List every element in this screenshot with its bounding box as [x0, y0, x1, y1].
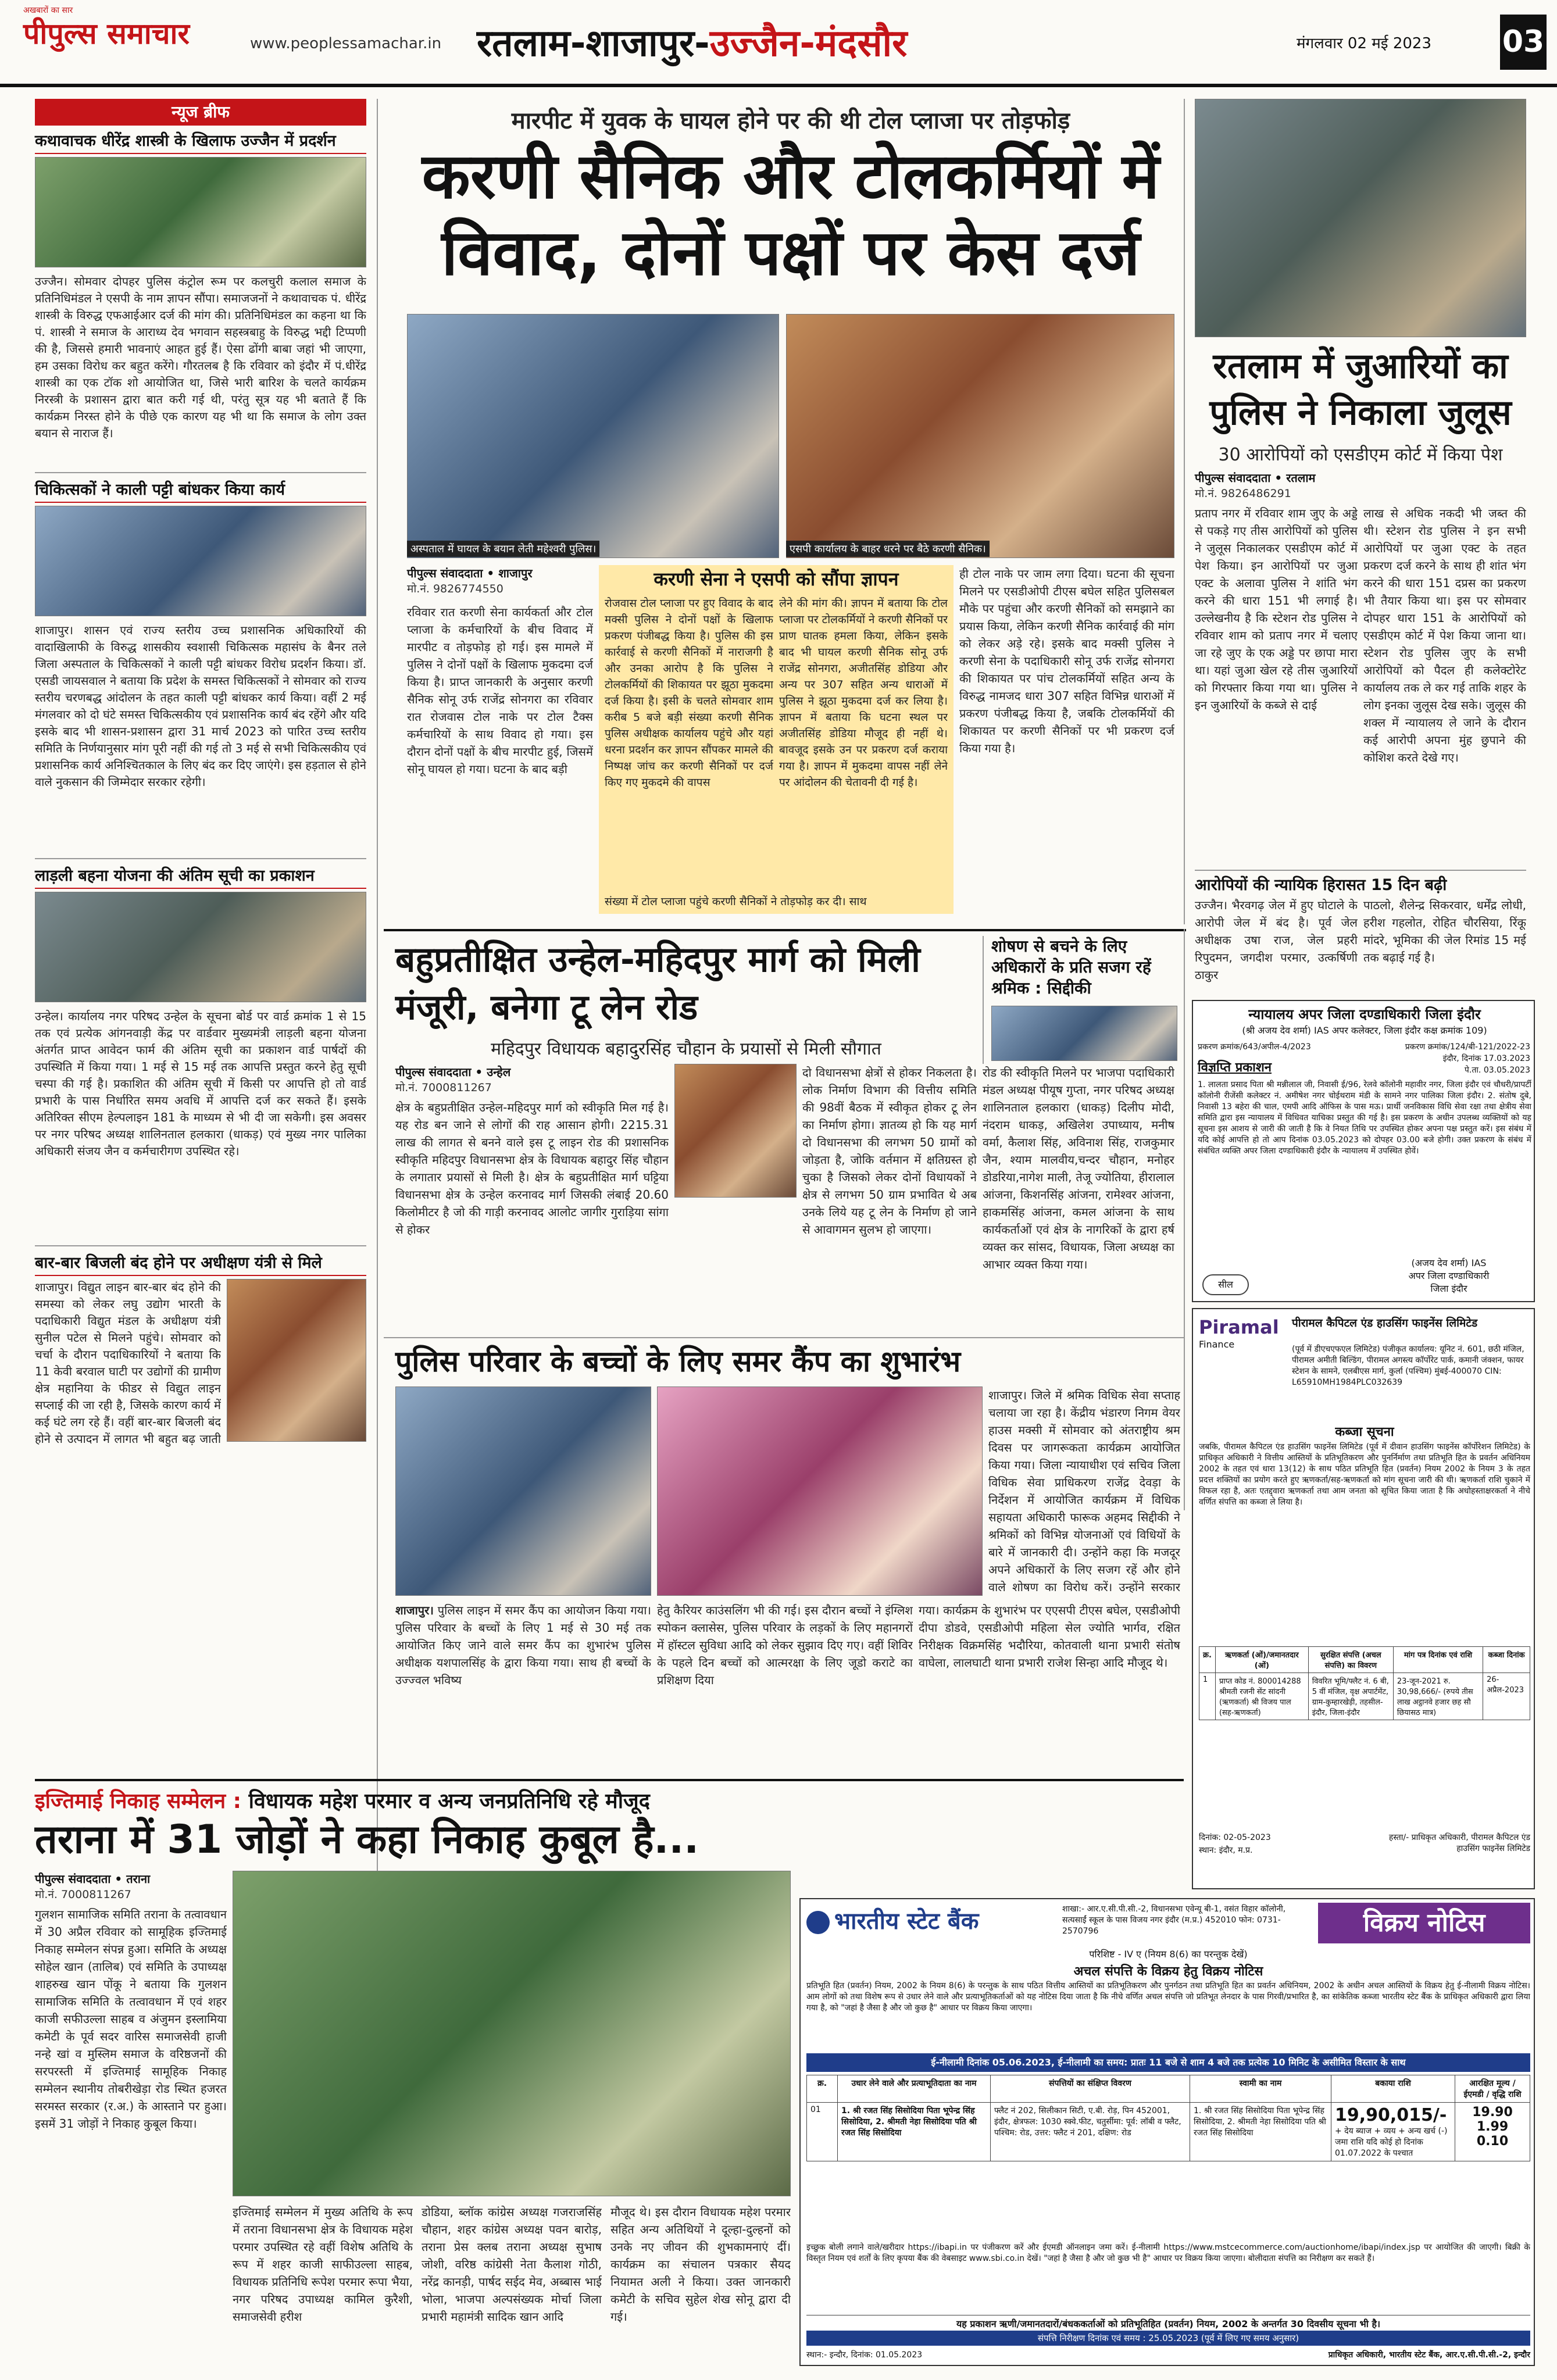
sbi-table — [806, 2075, 1530, 2161]
th-property: सुरक्षित संपत्ति (अचल संपत्ति) का विवरण — [1308, 1647, 1393, 1673]
nikah-body-4: मौजूद थे। इस दौरान विधायक महेश परमार सहित अन्य अतिथियों ने दूल्हा-दुल्हनों को उनके नए जीवन की शुभकामनाएं दीं। कार्यक्रम का संचालन पत्रकार सैयद नियामत अली ने किया। उक्त जानकारी कमेटी के सचिव सुहेल शेख सोनू द्वारा दी गई। — [610, 2205, 791, 2324]
signatory-office: जिला इंदौर — [1430, 1283, 1467, 1294]
road-body-3: रोड की स्वीकृति मिलने पर भाजपा पदाधिकारी मंडल अध्यक्ष पीयूष गुप्ता, नगर परिषद अध्यक्ष शालिनताल हलकारा (धाकड़) दिलीप मोदी, नंदराम धाकड़, अखिलेश उपाध्याय, मनीष वर्मा, कैलाश सिंह, अविनाश सिंह, राजकुमार जैन, श्याम मालवीय,चन्दर चौहान, मनोहर डोडरिया,नागेश माली, तेजू ज्योतिया, हीरालाल आंजना, किशनसिंह आंजना, रामेश्वर आंजना, हाकमसिंह आंजना, कमल आंजना के साथ कार्यकर्ताओं एवं क्षेत्र के नागरिकों के द्वारा हर्ष व्यक्त कर सांसद, विधायक, जिला अध्यक्ष का आभार व्यक्त किया गया। — [983, 1066, 1174, 1271]
brief-3-photo — [35, 892, 366, 1002]
lead-caption-1: अस्पताल में घायल के बयान लेती महेश्वरी पुलिस। — [407, 541, 599, 557]
sbi-bank-name — [806, 1904, 1056, 1936]
piramal-date: दिनांक: 02-05-2023 — [1199, 1833, 1271, 1842]
road-headline: बहुप्रतीक्षित उन्हेल-महिदपुर मार्ग को मिली मंजूरी, बनेगा टू लेन रोड — [395, 939, 920, 1028]
th-borrower: उधार लेने वाले और प्रत्याभूतिदाता का नाम — [838, 2075, 991, 2103]
police-photo-1 — [395, 1386, 651, 1596]
lead-inset-box — [599, 565, 954, 914]
piramal-signatory: हस्ता/- प्राधिकृत अधिकारी, पीरामल कैपिटल एंड हाउसिंग फाइनेंस लिमिटेड — [1388, 1833, 1530, 1853]
byline-reporter: पीपुल्स संवाददाता — [407, 566, 483, 580]
column-rule — [1184, 929, 1185, 1510]
nikah-byline: पीपुल्स संवाददाता • तराना मो.नं. 7000811267 — [35, 1871, 227, 1902]
road-body-1: क्षेत्र के बहुप्रतीक्षित उन्हेल-महिदपुर मार्ग को स्वीकृति मिल गई है। यह रोड बन जाने से लोगों की राह आसान होगी। 2215.31 लाख की लागत से बनने वाले इस टू लाइन रोड की प्रशासनिक स्वीकृति महिदपुर विधानसभा क्षेत्र के विधायक बहादुर सिंह चौहान के लगातार प्रयासों से मिली है। क्षेत्र के बहुप्रतीक्षित मार्ग घट्टिया विधानसभा क्षेत्र के उन्हेल करनावद मार्ग जिसकी लंबाई 20.60 किलोमीटर है जो की गाड़ी करनावद आलोट जागीर गुराड़िया सांगा से होकर — [395, 1100, 669, 1237]
section-title — [477, 16, 907, 67]
lead-body-1: रविवार रात करणी सेना कार्यकर्ता और टोल प्लाजा के कर्मचारियों के बीच विवाद में मारपीट व तोड़फोड़ हो गई। इस मामले में पुलिस ने दोनों पक्षों के खिलाफ मुकदमा दर्ज किया है। प्राप्त जानकारी के अनुसार करणी सैनिक सोनू उर्फ राजेंद्र सोनगरा का रविवार रात रोजवास टोल नाके पर टोल टैक्स कर्मचारियों के साथ विवाद हो गया। इस दौरान दोनों पक्षों के बीच मारपीट हुई, जिसमें सोनू घायल हो गया। घटना के बाद बड़ी — [407, 605, 593, 776]
th-owner: स्वामी का नाम — [1190, 2075, 1331, 2103]
brief-1-body: उज्जैन। सोमवार दोपहर पुलिस कंट्रोल रूम पर कलचुरी कलाल समाज के प्रतिनिधिमंडल ने एसपी के नाम ज्ञापन सौंपा। समाजजनों ने कथावाचक पं. धीरेंद्र शास्त्री के विरुद्ध एफआईआर दर्ज की मांग की। प्रतिनिधिमंडल का कहना था कि पं. शास्त्री ने समाज के आराध्य देव भगवान सहस्त्रबाहु के विरुद्ध भद्दी टिप्पणी की है, जिससे हमारी भावनाएं आहत हुई हैं। ऐसा ढोंगी बाबा जहां भी जाएगा, हम उसका विरोध कर बहुत करेंगे। गौरतलब है कि रविवार को इंदौर में पं.धीरेंद्र शास्त्री का एक टॉक शो आयोजित था, जिसे भारी बारिश के चलते कार्यक्रम निरस्त्री के प्रशासन द्वारा बात करी गई थी, परंतु सूत्र यह भी बताते हैं कि कार्यक्रम निरस्त होने के पीछे एक कारण यह भी था कि समाज के लोग उक्त बयान से नाराज हैं। — [35, 274, 366, 440]
brief-1-photo — [35, 157, 366, 267]
ratlam-sub2-body-1: उज्जैन। भैरवगढ़ जेल में हुए घोटाले के आरोपी जेल में बंद है। पूर्व जेल अधीक्षक उषा राज, जेल प्रहरी रिपुदमन, जगदीश परमार, उत्कर्षिणी ठाकुर — [1195, 898, 1358, 982]
sbi-bank-name-text: भारतीय स्टेट बैंक — [834, 1908, 979, 1935]
brief-2-body: शाजापुर। शासन एवं राज्य स्तरीय उच्च प्रशासनिक अधिकारियों की वादाखिलाफी के विरुद्ध शासकीय स्वशासी चिकित्सक महासंघ के बैनर तले जिला अस्पताल के चिकित्सकों ने काली पट्टी बांधकर विरोध प्रदर्शन किया। डॉ. एसडी जायसवाल ने बताया कि प्रदेश के समस्त चिकित्सकों ने सोमवार को राज्य स्तरीय चरणबद्ध आंदोलन के तहत काली पट्टी बांधकर कार्य किया। वहीं 2 मई मंगलवार को दो घंटे समस्त चिकित्सकीय एवं प्रशासनिक कार्य बंद रहेंगे और यदि इसके बाद भी शासन-प्रशासन द्वारा 31 मार्च 2023 को पारित उच्च स्तरीय समिति के निर्णयानुसार मांग पूरी नहीं की गई तो 3 मई से सभी चिकित्सकीय एवं प्रशासनिक कार्य अनिश्चितकाल के लिए बंद कर दिए जाएंगे। इस हड़ताल से होने वाले नुकसान की जिम्मेदार सरकार रहेगी। — [35, 623, 366, 789]
brief-3-headline: लाड़ली बहना योजना की अंतिम सूची का प्रकाशन — [35, 864, 366, 889]
inset-body-1: रोजवास टोल प्लाजा पर हुए विवाद के बाद मक्सी पुलिस ने दोनों पक्षों के खिलाफ प्रकरण पंजीबद्ध किया है। पुलिस की इस कार्रवाई से करणी सैनिकों में नाराजगी है और उनका आरोप है कि पुलिस ने टोलकर्मियों की शिकायत पर झूठा मुकदमा दर्ज किया है। इसी के चलते सोमवार शाम करीब 5 बजे बड़ी संख्या करणी सैनिक पुलिस अधीक्षक कार्यालय पहुंचे और यहां धरना प्रदर्शन कर ज्ञापन सौंपकर मामले की निष्पक्ष जांच कर करणी सैनिकों पर दर्ज किए गए मुकदमे की वापस — [605, 597, 773, 789]
hearing-date: पे.ता. 03.05.2023 — [1464, 1066, 1530, 1075]
road-subheadline: महिदपुर विधायक बहादुरसिंह चौहान के प्रयासों से मिली सौगात — [491, 1039, 881, 1059]
piramal-notice-title: कब्जा सूचना — [1335, 1425, 1394, 1439]
signatory-title: अपर जिला दण्डाधिकारी — [1408, 1270, 1490, 1281]
cell-sr: 1 — [1199, 1673, 1216, 1720]
police-body-3: गया। कार्यक्रम के शुभारंभ पर एएसपी टीएस बघेल, एसडीओपी दीपा डोडवे, एसडीओपी महिला सेल ज्योति भार्गव, रक्षित निरीक्षक विक्रमसिंह भदौरिया, कोतवाली थाना प्रभारी संतोष वाघेला, लालघाटी थाना प्रभारी राजेश सिन्हा आदि मौजूद थे। — [919, 1603, 1180, 1670]
divider — [35, 858, 366, 859]
inset-body-2: लेने की मांग की। ज्ञापन में बताया कि टोल प्लाजा पर टोलकर्मियों ने करणी सैनिकों पर प्राण घातक हमला किया, लेकिन इसके बाद भी घायल करणी सैनिक सोनू उर्फ राजेंद्र सोनगरा, अजीतसिंह डोडिया और अन्य पर 307 सहित अन्य धाराओं में पुलिस ने झूठा मुकदमा दर्ज कर लिया है। ज्ञापन में बताया कि घटना स्थल पर अजीतसिंह डोडिया मौजूद ही नहीं थे। बावजूद इसके उन पर प्रकरण दर्ज कराया गया है। ज्ञापन में मुकदमा वापस नहीं लेने पर आंदोलन की चेतावनी दी गई है। — [779, 597, 948, 789]
brief-1-headline: कथावाचक धीरेंद्र शास्त्री के खिलाफ उज्जैन में प्रदर्शन — [35, 129, 366, 154]
nikah-photo — [233, 1871, 791, 2196]
case-number-1: प्रकरण क्रमांक/643/अपील-4/2023 — [1198, 1042, 1311, 1052]
sbi-logo-icon — [806, 1911, 830, 1934]
column-rule — [1184, 99, 1185, 924]
ratlam-subheadline: 30 आरोपियों को एसडीएम कोर्ट में किया पेश — [1218, 445, 1503, 465]
brief-3-body: उन्हेल। कार्यालय नगर परिषद उन्हेल के सूचना बोर्ड पर वार्ड क्रमांक 1 से 15 तक एवं प्रत्येक आंगनवाड़ी केंद्र पर वार्डवार मुख्यमंत्री लाड़ली बहना योजना अंतर्गत प्राप्त आवेदन फार्म की अंतिम सूची का प्रकाशन वार्ड पार्षदों की उपस्थिति में किया गया। 1 मई से 15 मई तक आपत्ति प्रस्तुत करने हेतु सूची चस्पा की गई है। प्रकाशित की अंतिम सूची में किसी पर आपत्ति हो तो वार्ड प्रभारी के पास निर्धारित समय अवधि में आपत्ति दर्ज कर सकते हैं। इसके अतिरिक्त सीएम हेल्पलाइन 181 के माध्यम से भी दी जा सकेगी। इस अवसर पर नगर परिषद अध्यक्ष शालिनताल हलकारा (धाकड़) एवं मुख्य नगर पालिका अधिकारी संजय जैन व कर्मचारीगण उपस्थित रहे। — [35, 1009, 366, 1158]
cell-borrower: 1. श्री रजत सिंह सिसोदिया पिता भूपेन्द्र सिंह सिसोदिया, 2. श्रीमती नेहा सिसोदिया पति श्री रजत सिंह सिसोदिया — [838, 2103, 991, 2161]
piramal-notice-body: जबकि, पीरामल कैपिटल एंड हाउसिंग फाइनेंस लिमिटेड (पूर्व में दीवान हाउसिंग फाइनेंस कॉर्पोरेशन लिमिटेड) के प्राधिकृत अधिकारी ने वित्तीय आस्तियों के प्रतिभूतिकरण और पुनर्निर्माण तथा प्रतिभूति हित के प्रवर्तन अधिनियम 2002 के तहत एवं धारा 13(12) के साथ पठित प्रतिभूति हित (प्रवर्तन) नियम 2002 के नियम 3 के तहत प्रदत्त शक्तियों का प्रयोग करते हुए ऋणकर्ता/सह-ऋणकर्ता को मांग सूचना जारी की थी। ऋणकर्ता राशि चुकाने में विफल रहा है, अतः एतद्द्वारा ऋणकर्ता तथा आम जनता को सूचित किया जाता है कि अधोहस्ताक्षरकर्ता ने नीचे वर्णित संपत्ति का कब्जा ले लिया है। — [1199, 1442, 1530, 1507]
police-body-2: हेतु कैरियर काउंसलिंग भी की गई। इस दौरान बच्चों ने इंग्लिश स्पोकन क्लासेस, पुलिस परिवार के लड़कों के लिए महानगरों में हॉस्टल सुविधा आदि को लेकर सुझाव दिए गए। वहीं शिविर के पहले दिन बच्चों को आत्मरक्षा के लिए जूडो कराटे का प्रशिक्षण दिया — [657, 1603, 913, 1687]
th-due: बकाया राशि — [1331, 2075, 1455, 2103]
sbi-branch: शाखा:- आर.ए.सी.पी.सी.-2, विधानसभा एवेन्यू बी-1, वसंत विहार कॉलोनी, सत्यसाईं स्कूल के पास विजय नगर इंदौर (म.प्र.) 452010 फोन: 0731-2570796 — [1062, 1904, 1286, 1936]
th-demand: मांग पत्र दिनांक एवं राशि — [1393, 1647, 1483, 1673]
brief-4-photo — [227, 1279, 366, 1442]
worker-body: शाजापुर। जिले में श्रमिक विधिक सेवा सप्ताह चलाया जा रहा है। केंद्रीय भंडारण निगम वेयर हाउस मक्सी में सोमवार को अंतराष्ट्रीय श्रम दिवस पर जागरूकता कार्यक्रम आयोजित किया गया। जिला न्यायाधीश एवं सचिव जिला विधिक सेवा प्राधिकरण राजेंद्र देवड़ा के निर्देशन में आयोजित कार्यक्रम में विधिक सहायता अधिकारी फारूक अहमद सिद्दीकी ने श्रमिकों को विभिन्न योजनाओं एवं विधियों के बारे में जानकारी दी। उन्होंने कहा कि मजदूर अपने अधिकारों के लिए सजग रहें और होने वाले शोषण का विरोध करें। उन्होंने सरकार — [988, 1388, 1180, 1594]
cell-owner: 1. श्री रजत सिंह सिसोदिया पिता भूपेन्द्र सिंह सिसोदिया, 2. श्रीमती नेहा सिसोदिया पति श्री रजत सिंह सिसोदिया — [1190, 2103, 1331, 2161]
notice-title: विज्ञप्ति प्रकाशन — [1198, 1060, 1272, 1075]
cell-possession: 26-अप्रैल-2023 — [1483, 1673, 1530, 1720]
brief-4-headline: बार-बार बिजली बंद होने पर अधीक्षण यंत्री से मिले — [35, 1251, 366, 1276]
cell-borrower: प्राप्त कोड नं. 800014288 श्रीमती रजनी सेंट सांदनी (ऋणकर्ता) श्री विजय पाल (सह-ऋणकर्ता) — [1215, 1673, 1308, 1720]
th-possession: कब्जा दिनांक — [1483, 1647, 1530, 1673]
nikah-kicker — [35, 1786, 1184, 1814]
tagline: अखबारों का सार — [23, 6, 73, 15]
police-body-1 — [395, 1602, 651, 1770]
column-rule — [377, 99, 378, 2064]
site-url[interactable]: www.peoplessamachar.in — [250, 35, 442, 52]
due-amount: 19,90,015/- — [1335, 2105, 1447, 2125]
th-sr: क्र. — [807, 2075, 838, 2103]
byline-place: रतलाम — [1286, 471, 1316, 485]
court-subtitle: (श्री अजय देव शर्मा) IAS अपर कलेक्टर, जिला इंदौर कक्ष क्रमांक 109) — [1242, 1025, 1487, 1036]
brief-2-photo — [35, 506, 366, 616]
nikah-headline: तराना में 31 जोड़ों ने कहा निकाह कुबूल है... — [35, 1817, 699, 1863]
byline-mobile: मो.नं. 9826774550 — [407, 583, 503, 595]
signatory-name: (अजय देव शर्मा) IAS — [1411, 1257, 1487, 1268]
ratlam-sub2-body-2: पाठलो, शैलेन्द्र सिकरवार, धर्मेंद्र लोधी, हरीश गहलोत, रोहित चौरसिया, रिंकू मांदरे, भूमिका की जेल रिमांड 15 मई तक बढ़ाई गई है। — [1363, 898, 1526, 964]
divider — [35, 1245, 366, 1246]
police-headline: पुलिस परिवार के बच्चों के लिए समर कैंप का शुभारंभ — [395, 1345, 961, 1378]
brief-4-body: शाजापुर। विद्युत लाइन बार-बार बंद होने की समस्या को लेकर लघु उद्योग भारती के पदाधिकारी विद्युत मंडल के अधीक्षण यंत्री सुनील पटेल से मिलने पहुंचे। सोमवार को चर्चा के दौरान पदाधिकारियों ने बताया कि 11 केवी बरवाल घाटी पर उद्योगों की ग्रामीण क्षेत्र महानिया के फीडर से विद्युत लाइन सप्लाई की जा रही है, जिसके कारण कार्य में कई घंटे लग रहे हैं। वहीं बार-बार बिजली बंद होने से उत्पादन में लागत भी बहुत बढ़ जाती — [35, 1280, 221, 1446]
due-note: + देय ब्याज + व्यय + अन्य खर्च (-) जमा राशि यदि कोई हो दिनांक 01.07.2022 के पश्चात — [1335, 2127, 1448, 2158]
worker-photo — [991, 1006, 1177, 1061]
ratlam-body-1: प्रताप नगर में रविवार शाम जुए के अड्डे से पकड़े गए तीस आरोपियों को पुलिस ने जुलूस निकालकर एसडीएम कोर्ट में पेश किया। इन आरोपियों पर जुआ एक्ट के अलावा पुलिस ने शांति भंग करने की धारा 151 भी लगाई है। उल्लेखनीय है कि स्टेशन रोड पुलिस ने रविवार शाम को प्रताप नगर में चलाए जा रहे जुए के एक अड्डे पर छापा मारा था। यहां जुआ खेल रहे तीस जुआरियों को गिरफ्तार किया गया था। पुलिस ने इन जुआरियों के कब्जे से दाई — [1195, 506, 1358, 712]
byline-reporter: पीपुल्स संवाददाता — [1195, 471, 1271, 485]
nikah-body-2: इज्तिमाई सम्मेलन में मुख्य अतिथि के रूप में तराना विधानसभा क्षेत्र के विधायक महेश परमार उपस्थित रहे वहीं विशेष अतिथि के रूप में शहर काजी साफीउल्ला साहब, विधायक प्रतिनिधि रूपेश परमार रूपा भैया, नगर परिषद उपाध्यक्ष कामिल कुरैशी, समाजसेवी हरीश — [233, 2205, 413, 2324]
piramal-logo — [1199, 1316, 1286, 1363]
lead-kicker: मारपीट में युवक के घायल होने पर की थी टोल प्लाजा पर तोड़फोड़ — [511, 108, 1070, 134]
seal-badge: सील — [1202, 1274, 1249, 1295]
road-mla-portrait — [674, 1064, 797, 1198]
byline-mobile: मो.नं. 7000811267 — [35, 1888, 131, 1901]
sbi-intro: प्रतिभूति हित (प्रवर्तन) नियम, 2002 के नियम 8(6) के परन्तुक के साथ पठित वित्तीय आस्तियों का प्रतिभूतिकरण और पुनर्गठन तथा प्रतिभूति हित का प्रवर्तन अधिनियम, 2002 के अधीन अचल आस्तियों के विक्रय हेतु ई-नीलामी विक्रय नोटिस। आम लोगों को तथा विशेष रूप से उधार लेने वाले और प्रत्याभूतिकर्ताओं को यह नोटिस दिया जाता है कि नीचे वर्णित अचल संपत्ति जो प्रतिभूत लेनदार के पास गिरवी/प्रभारित है, का सांकेतिक कब्जा भारतीय स्टेट बैंक के प्राधिकृत अधिकारी द्वारा लिया गया है, को "जहां है जैसा है और जो कुछ है" आधार पर विक्रय किया जाएगा। — [806, 1981, 1530, 2013]
case-date: इंदौर, दिनांक 17.03.2023 — [1442, 1054, 1530, 1063]
ratlam-photo — [1195, 99, 1526, 337]
piramal-logo-sub: Finance — [1199, 1339, 1235, 1350]
road-body-2: दो विधानसभा क्षेत्रों से होकर निकलता है। लोक निर्माण विभाग की वित्तीय समिति की 98वीं बैठक में स्वीकृत होकर टू लेन का निर्माण होगा। ज्ञातव्य हो कि यह मार्ग दो विधानसभा की लगभग 50 ग्रामों को जोड़ता है, जोकि वर्तमान में क्षतिग्रस्त हो चुका है जिसको लेकर दोनों विधायकों ने क्षेत्र से लगभग 50 ग्राम प्रभावित थे अब उनके लिये यह टू लेन के निर्माण हो जाने से आवागमन सुलभ हो जाएगा। — [802, 1066, 977, 1237]
nikah-body-1: गुलशन सामाजिक समिति तराना के तत्वावधान में 30 अप्रैल रविवार को सामूहिक इज्तिमाई निकाह सम्मेलन संपन्न हुआ। समिति के अध्यक्ष सोहेल खान (तालिब) एवं समिति के उपाध्यक्ष शाहरुख खान पोंकू ने बताया कि गुलशन सामाजिक समिति के तत्वावधान में एवं शहर काजी सफीउल्ला साहब व अंजुमन इस्लामिया कमेटी के पूर्व सदर वारिस समाजसेवी हाजी नन्हे खां व मुस्लिम समाज के वरिष्ठजनों की सरपरस्ती में इज्तिमाई सामूहिक निकाह सम्मेलन स्थानीय तोबरीखेड़ा रोड स्थित हजरत सरमस्त सरकार (र.अ.) के आस्ताने पर हुआ। इसमें 31 जोड़ों ने निकाह कुबूल किया। — [35, 1907, 227, 2131]
section-divider — [35, 1779, 1184, 1781]
news-brief-column — [35, 99, 366, 2064]
th-borrower: ऋणकर्ता (ओं)/जमानतदार (ओं) — [1215, 1647, 1308, 1673]
cell-demand: 23-जून-2021 रु. 30,98,666/- (रुपये तीस लाख अट्ठानवे हजार छह सौ छियासठ मात्र) — [1393, 1673, 1483, 1720]
piramal-table — [1199, 1646, 1530, 1720]
police-body-text: पुलिस लाइन में समर कैंप का आयोजन किया गया। पुलिस परिवार के बच्चों के लिए 1 मई से 30 मई तक आयोजित किए जाने वाले समर कैंप का शुभारंभ पुलिस अधीक्षक यशपालसिंह के द्वारा किया गया। साथ ही बच्चों के उज्ज्वल भविष्य — [395, 1603, 651, 1687]
nikah-body-3: डोडिया, ब्लॉक कांग्रेस अध्यक्ष गजराजसिंह चौहान, शहर कांग्रेस अध्यक्ष पवन बारोड़, तराना प्रेस क्लब तराना अध्यक्ष सुभाष जोशी, वरिष्ठ कांग्रेसी नेता कैलाश गोठी, नरेंद्र कानड़ी, पार्षद सईद मेव, अब्बास भाई भोला, भाजपा अल्पसंख्यक मोर्चा जिला प्रभारी महामंत्री सादिक खान आदि — [422, 2205, 602, 2324]
table-row — [1199, 1673, 1530, 1720]
police-dateline: शाजापुर। — [395, 1603, 434, 1617]
lead-body-3: ही टोल नाके पर जाम लगा दिया। घटना की सूचना मिलने पर एसडीओपी टीएस बघेल सहित पुलिसबल मौके पर पहुंचा और करणी सैनिकों को समझाने का प्रयास किया, लेकिन करणी सैनिक कार्रवाई की मांग को लेकर अड़े रहे। इसके बाद मक्सी पुलिस ने करणी सेना के पदाधिकारी सोनू उर्फ राजेंद्र सोनगरा की शिकायत पर पांच टोलकर्मियों सहित अन्य के विरुद्ध नामजद धारा 307 सहित विभिन्न धाराओं में प्रकरण पंजीबद्ध किया है, जबकि टोलकर्मियों की शिकायत पर करणी सैनिकों पर भी प्रकरण दर्ज किया गया है। — [959, 567, 1174, 755]
cell-property: विवरित भूमि/फ्लैट नं. 6 बी, 5 वीं मंजिल, वृक्ष अपार्टमेंट, ग्राम-कुम्हारखेड़ी, तहसील-इंदौर, जिला-इंदौर — [1308, 1673, 1393, 1720]
case-number-2: प्रकरण क्रमांक/124/बी-121/2022-23 — [1405, 1042, 1530, 1052]
ratlam-byline: पीपुल्स संवाददाता • रतलाम मो.नं. 9826486291 — [1195, 470, 1526, 501]
masthead — [0, 0, 1557, 87]
road-byline: पीपुल्स संवाददाता • उन्हेल मो.नं. 7000811267 — [395, 1064, 686, 1095]
sbi-appendix: परिशिष्ट - IV ए (नियम 8(6) का परन्तुक देखें) — [1089, 1949, 1248, 1960]
divider — [384, 1337, 1184, 1338]
court-title: न्यायालय अपर जिला दण्डाधिकारी जिला इंदौर — [1248, 1006, 1481, 1023]
court-notice — [1192, 1000, 1535, 1302]
piramal-place: स्थान: इंदौर, म.प्र. — [1199, 1846, 1253, 1855]
cell-due — [1331, 2103, 1455, 2161]
reserve-price: 19.90 — [1472, 2105, 1513, 2120]
sbi-signatory: प्राधिकृत अधिकारी, भारतीय स्टेट बैंक, आर.ए.सी.पी.सी.-2, इन्दौर — [1328, 2350, 1530, 2360]
sbi-auction-banner: ई-नीलामी दिनांक 05.06.2023, ई-नीलामी का समय: प्रातः 11 बजे से शाम 4 बजे तक प्रत्येक 10 मिनिट के असीमित विस्तार के साथ — [806, 2053, 1530, 2072]
cell-reserve — [1455, 2103, 1530, 2161]
th-reserve: आरक्षित मूल्य / ईएमडी / वृद्धि राशि — [1455, 2075, 1530, 2103]
inset-headline: करणी सेना ने एसपी को सौंपा ज्ञापन — [653, 568, 899, 590]
piramal-company-name: पीरामल कैपिटल एंड हाउसिंग फाइनेंस लिमिटेड — [1292, 1317, 1478, 1330]
cell-property: फ्लैट नं 202, सिलीकान सिटी, ए.बी. रोड़, पिन 452001, इंदौर, क्षेत्रफल: 1030 स्क्वे.फीट, चतुर्सीमा: पूर्व: लॉबी व फ्लैट, पश्चिम: रोड, उत्तर: फ्लैट नं 201, दक्षिण: रोड — [991, 2103, 1190, 2161]
lead-photo-1 — [407, 314, 779, 558]
region-part-a: रतलाम-शाजापुर- — [477, 22, 710, 65]
column-rule — [983, 936, 984, 1064]
lead-photo-2 — [786, 314, 1174, 558]
byline-place: तराना — [126, 1872, 151, 1886]
region-part-b: उज्जैन-मंदसौर — [709, 22, 908, 65]
lead-headline: करणी सैनिक और टोलकर्मियों में विवाद, दोनों पक्षों पर केस दर्ज — [422, 140, 1160, 290]
inset-tail: संख्या में टोल प्लाजा पहुंचे करणी सैनिकों ने तोड़फोड़ कर दी। साथ — [605, 895, 867, 908]
nikah-kicker-text: विधायक महेश परमार व अन्य जनप्रतिनिधि रहे मौजूद — [248, 1789, 650, 1813]
newspaper-logo: पीपुल्स समाचार — [23, 17, 190, 51]
sbi-sale-notice — [799, 1898, 1535, 2366]
divider — [35, 472, 366, 473]
byline-mobile: मो.नं. 7000811267 — [395, 1081, 492, 1094]
piramal-logo-text: Piramal — [1199, 1316, 1279, 1338]
worker-headline: शोषण से बचने के लिए अधिकारों के प्रति सजग रहें श्रमिक : सिद्दीकी — [991, 937, 1151, 998]
ratlam-sub2-headline: आरोपियों की न्यायिक हिरासत 15 दिन बढ़ी — [1195, 876, 1447, 894]
divider — [1195, 870, 1526, 871]
th-property: संपत्तियों का संक्षिप्त विवरण — [991, 2075, 1190, 2103]
sbi-terms: इच्छुक बोली लगाने वाले/खरीदार https://ibapi.in पर पंजीकरण करें और ईएमडी ऑनलाइन जमा करें। ई-नीलामी https://www.mstcecommerce.com/auctionhome/ibapi/index.jsp पर आयोजित की जाएगी। बिक्री के विस्तृत नियम एवं शर्तों के लिए कृपया बैंक की वेबसाइट www.sbi.co.in देखें। "जहां है जैसा है और जो कुछ भी है" आधार पर विक्रय किया जाएगा। बोलीदाता संपत्ति का निरीक्षण कर सकते हैं। — [806, 2243, 1530, 2263]
cell-sr: 01 — [807, 2103, 838, 2161]
byline-reporter: पीपुल्स संवाददाता — [395, 1065, 472, 1079]
lead-byline: पीपुल्स संवाददाता • शाजापुर मो.नं. 9826774550 — [407, 565, 634, 612]
lead-caption-2: एसपी कार्यालय के बाहर धरने पर बैठे करणी सैनिक। — [786, 541, 990, 557]
section-divider — [384, 929, 1186, 931]
increment-amount: 0.10 — [1476, 2134, 1509, 2149]
sbi-title: अचल संपत्ति के विक्रय हेतु विक्रय नोटिस — [1073, 1964, 1263, 1979]
issue-date: मंगलवार 02 मई 2023 — [1297, 35, 1431, 52]
sbi-place-date: स्थान:- इन्दौर, दिनांक: 01.05.2023 — [806, 2350, 923, 2360]
byline-mobile: मो.नं. 9826486291 — [1195, 487, 1291, 500]
sbi-footer-1: यह प्रकाशन ऋणी/जमानतदारों/बंधककर्ताओं को प्रतिभूतिहित (प्रवर्तन) नियम, 2002 के अन्तर्गत 30 दिवसीय सूचना भी है। — [806, 2315, 1530, 2330]
table-row — [807, 2103, 1530, 2161]
byline-place: शाजापुर — [498, 566, 533, 580]
byline-reporter: पीपुल्स संवाददाता — [35, 1872, 111, 1886]
notice-body: 1. लालता प्रसाद पिता श्री मन्नीलाल जी, निवासी ई/96, रेलवे कॉलोनी महावीर नगर, जिला इंदौर एवं चौधरी/प्रापर्टी कॉलोनी रीजेंसी कलेक्टर नं. अमीषेश नगर चोईथराम मंडी के सामने नगर पालिका जिला इंदौर। 2. संतोष दुबे, निवासी 13 बहेरा की चाल, एमपी आदि ऑफिस के पास मऊ। प्रार्थी जनविकास विधि सेवा रक्षा तथा क्षेत्रीय सेवा समिति द्वारा इस न्यायालय में विधिवत याचिका प्रस्तुत की गई है। इस प्रकरण के अधीन उपलब्ध व्यक्तियों को यह सूचना इस आशय से जारी की जाती है कि वे नियत तिथि पर उपस्थित होकर अपना पक्ष प्रस्तुत करें। इस संबंध में यदि कोई आपत्ति हो तो आप दिनांक 03.05.2023 को दोपहर 03.00 बजे होगी। उक्त प्रकरण के संबंध में संबंधित व्यक्ति अपर जिला दण्डाधिकारी इंदौर के न्यायालय में उपस्थित होवें। — [1198, 1080, 1531, 1156]
nikah-kicker-label: इज्तिमाई निकाह सम्मेलन : — [35, 1789, 242, 1813]
brief-label: न्यूज ब्रीफ — [35, 99, 366, 126]
piramal-address: (पूर्व में डीएचएफएल लिमिटेड) पंजीकृत कार्यालय: यूनिट नं. 601, छठी मंजिल, पीरामल अमीती बिल्डिंग, पीरामल अगस्त्य कॉर्पोरेट पार्क, कमानी जंक्शन, फायर स्टेशन के सामने, एलबीएस मार्ग, कुर्ला (पश्चिम) मुंबई-400070 CIN: L65910MH1984PLC032639 — [1292, 1345, 1524, 1387]
police-photo-2 — [657, 1386, 983, 1596]
ratlam-headline: रतलाम में जुआरियों का पुलिस ने निकाला जुलूस — [1209, 346, 1512, 433]
ratlam-body-2: लाख से अधिक नकदी भी जब्त की थी। स्टेशन रोड पुलिस ने इन सभी आरोपियों पर जुआ एक्ट के तहत प्रकरण दर्ज करने के साथ ही शांत भंग करने की धारा 151 दप्रस का प्रकरण भी तैयार किया था। इस पर सोमवार दोपहर धारा 151 के आरोपियों को एसडीएम कोर्ट में पेश किया जाना था। स्टेशन रोड पुलिस जुए के सभी आरोपियों को पैदल ही कलेक्टोरेट कार्यालय तक ले कर गई ताकि शहर के लोग इनका जुलूस देख सके। जुलूस की शक्ल में न्यायालय ले जाने के दौरान कई आरोपी अपना मुंह छुपाने की कोशिश करते देखे गए। — [1363, 506, 1526, 764]
emd-amount: 1.99 — [1476, 2120, 1509, 2134]
page-number: 03 — [1500, 15, 1547, 70]
vikray-notice-title: विक्रय नोटिस — [1318, 1903, 1530, 1943]
th-sr: क्र. — [1199, 1647, 1216, 1673]
piramal-possession-notice — [1192, 1308, 1535, 1889]
sbi-footer-2: संपत्ति निरीक्षण दिनांक एवं समय : 25.05.2023 (पूर्व में लिए गए समय अनुसार) — [806, 2331, 1530, 2346]
byline-place: उन्हेल — [487, 1065, 511, 1079]
brief-2-headline: चिकित्सकों ने काली पट्टी बांधकर किया कार्य — [35, 478, 366, 503]
